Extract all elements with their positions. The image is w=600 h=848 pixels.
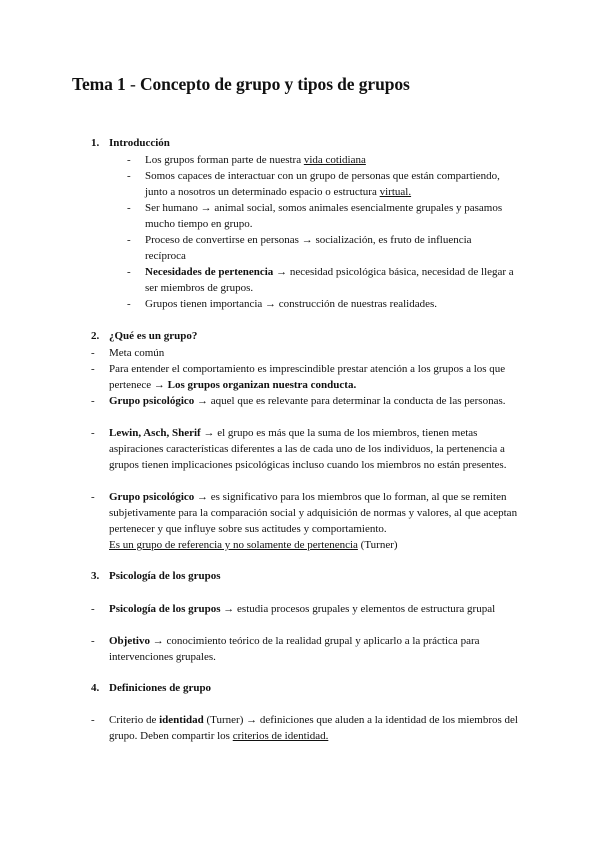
section-1-heading [91,137,170,149]
section-4-heading [91,682,211,694]
list-item: - Ser humano → animal social, somos animales esencialmente grupales y pasamos mucho tiempo en grupo. [127,202,503,230]
section-title: Introducción [109,137,170,149]
section-title: Definiciones de grupo [109,682,212,694]
title-prefix: Tema 1 [72,74,126,94]
section-number: 2. [91,330,100,342]
section-3-heading [91,570,221,582]
list-item: - Grupos tienen importancia → construcción de nuestras realidades. [127,298,438,310]
list-item: - Objetivo → conocimiento teórico de la realidad grupal y aplicarlo a la práctica para intervenciones grupales. [91,635,480,663]
list-item: - Grupo psicológico → es significativo para los miembros que lo forman, al que se remiten subjetivamente para la comparación social y adquisición de normas y valores, al que aceptan pertenecer y que influye sobre sus actitudes y comportamiento. Es un grupo de referencia y no solamente de pertenencia (Turner) [91,491,518,551]
title-main: Concepto de grupo y tipos de grupos [139,74,410,94]
section-number: 4. [91,682,100,694]
section-number: 1. [91,137,100,149]
list-item: - Meta común [91,347,165,359]
section-title: Psicología de los grupos [109,570,221,582]
list-item: - Somos capaces de interactuar con un grupo de personas que están compartiendo, junto a nosotros un determinado espacio o estructura virtual. [127,170,500,198]
list-item: - Los grupos forman parte de nuestra vida cotidiana [127,154,366,166]
list-item: - Grupo psicológico → aquel que es relevante para determinar la conducta de las personas. [91,395,506,407]
list-item: - Proceso de convertirse en personas → socialización, es fruto de influencia recíproca [127,234,472,262]
section-number: 3. [91,570,100,582]
list-item: - Lewin, Asch, Sherif → el grupo es más que la suma de los miembros, tienen metas aspiraciones características diferentes a las de cada uno de los individuos, la pertenencia a grupos tienen implicaciones psicológicas incluso cuando los miembros no están presentes. [91,427,507,471]
list-item: - Necesidades de pertenencia → necesidad psicológica básica, necesidad de llegar a ser miembros de grupos. [127,266,514,294]
list-item: - Para entender el comportamiento es imprescindible prestar atención a los grupos a los que pertenece → Los grupos organizan nuestra conducta. [91,363,506,391]
title-separator: - [125,74,140,94]
section-title: ¿Qué es un grupo? [109,330,198,342]
list-item: - Psicología de los grupos → estudia procesos grupales y elementos de estructura grupal [91,603,496,615]
section-2-heading [91,330,197,342]
page-title [72,74,410,95]
list-item: - Criterio de identidad (Turner) → definiciones que aluden a la identidad de los miembros del grupo. Deben compartir los criterios de identidad. [91,714,518,742]
